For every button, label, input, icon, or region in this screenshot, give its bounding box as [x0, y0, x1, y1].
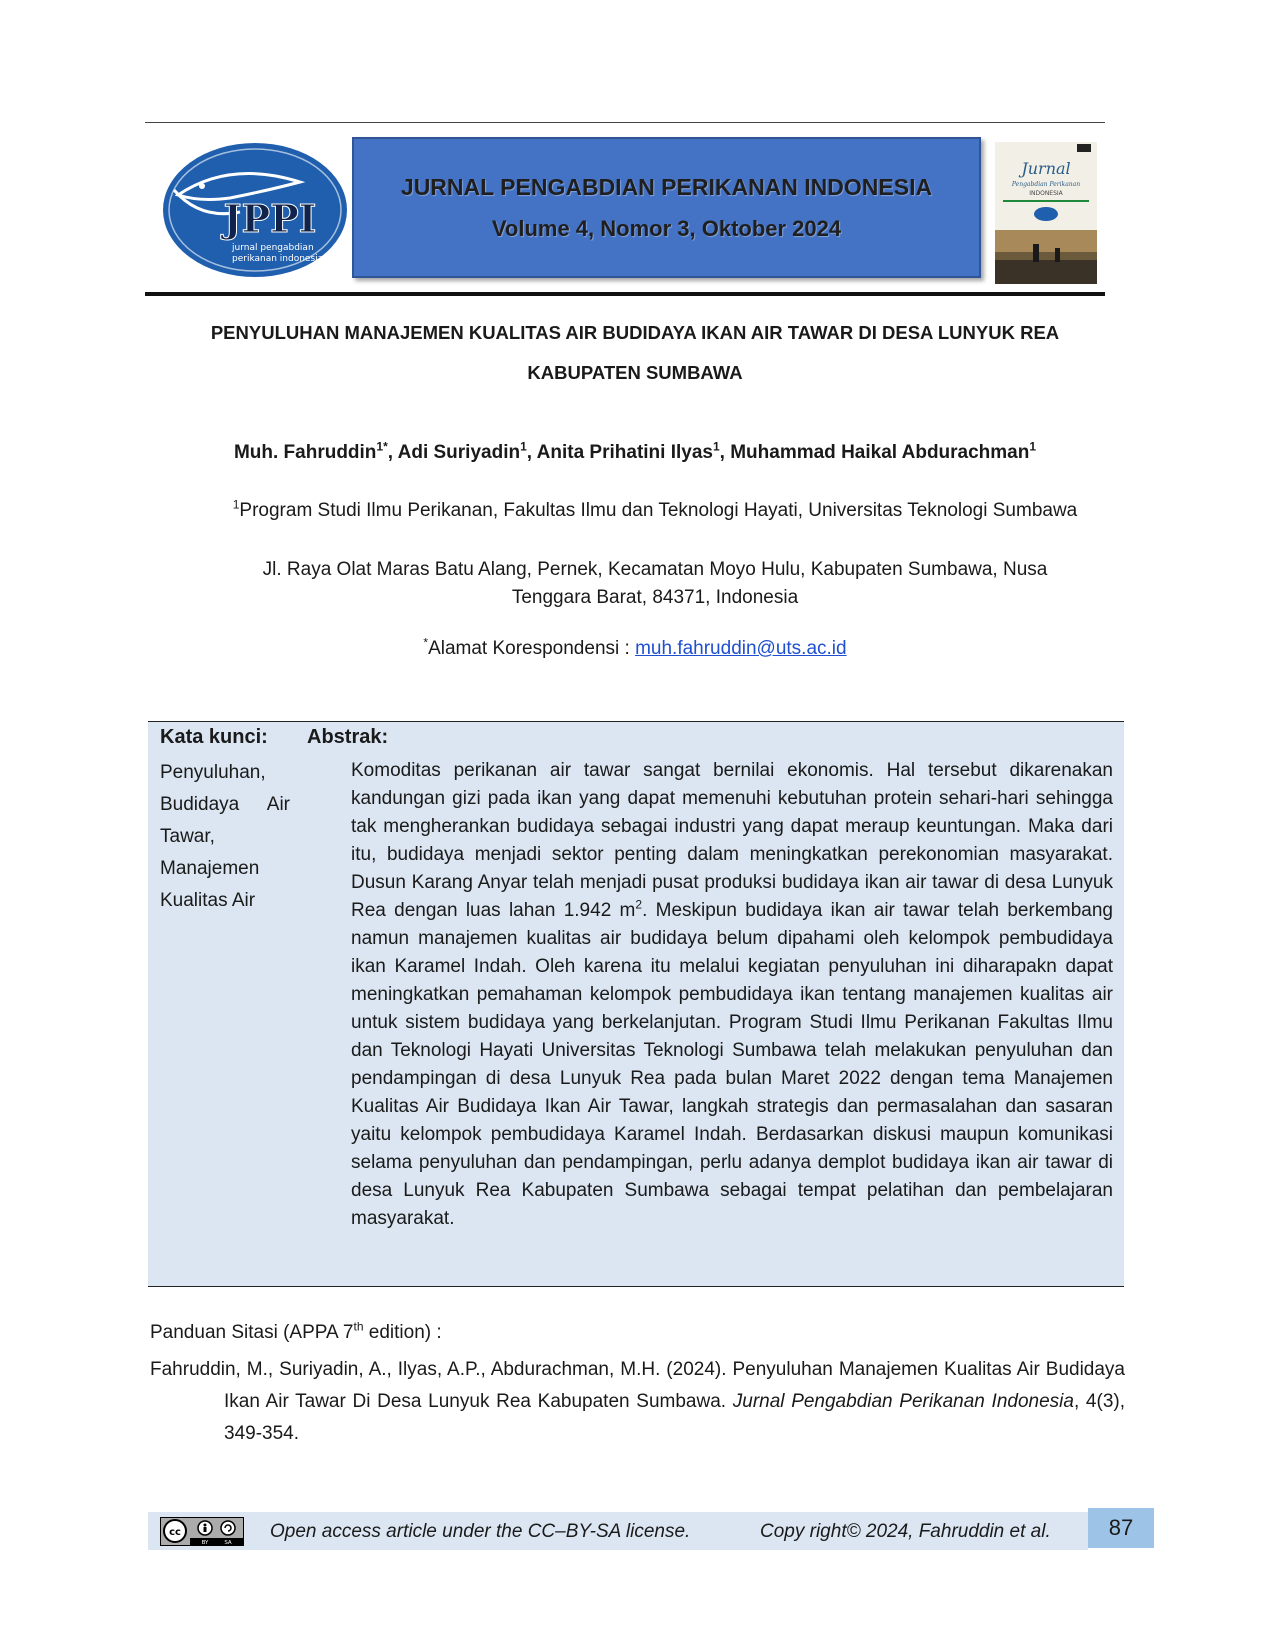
keyword-line: Manajemen	[160, 858, 260, 879]
citation-journal: Jurnal Pengabdian Perikanan Indonesia	[732, 1391, 1074, 1412]
correspondence	[145, 635, 1125, 660]
address-line-2: Tenggara Barat, 84371, Indonesia	[511, 587, 799, 608]
article-title-line-1: PENYULUHAN MANAJEMEN KUALITAS AIR BUDIDAYA IKAN AIR TAWAR DI DESA LUNYUK REA	[210, 322, 1060, 343]
cc-badge-text: cc	[169, 1527, 181, 1538]
cc-by-label: BY	[201, 1540, 209, 1546]
header-bottom-rule	[145, 292, 1105, 296]
author-name: Anita Prihatini Ilyas	[536, 442, 713, 463]
correspondence-label: Alamat Korespondensi :	[428, 638, 636, 659]
author-list	[145, 439, 1125, 464]
cover-title: Jurnal	[1021, 159, 1071, 178]
journal-name: JURNAL PENGABDIAN PERIKANAN INDONESIA	[400, 173, 933, 200]
author-mark: 1	[520, 439, 527, 454]
cover-subtitle: Pengabdian Perikanan	[1011, 181, 1081, 188]
citation-heading-text: Panduan Sitasi (APPA 7	[150, 1322, 354, 1343]
abstract-part-2: . Meskipun budidaya ikan air tawar telah berkembang namun manajemen kualitas air budidaya belum dipahami oleh kelompok pembudidaya ikan Karamel Indah. Oleh karena itu melalui kegiatan penyuluhan ini diharapakn dapat meningkatkan pemahaman kelompok pembudidaya ikan tentang manajemen kualitas air untuk sistem budidaya yang berkelanjutan. Program Studi Ilmu Perikanan Fakultas Ilmu dan Teknologi Hayati Universitas Teknologi Sumbawa telah melakukan penyuluhan dan pendampingan di desa Lunyuk Rea pada bulan Maret 2022 dengan tema Manajemen Kualitas Air Budidaya Ikan Air Tawar, langkah strategis dan permasalahan dan sasaran yaitu kelompok pembudidaya Karamel Indah. Berdasarkan diskusi maupun komunikasi selama penyuluhan dan pendampingan, perlu adanya demplot budidaya ikan air tawar di desa Lunyuk Rea Kabupaten Sumbawa sebagai tempat pelatihan dan pembelajaran masyarakat.	[351, 900, 1113, 1229]
keyword-line: Penyuluhan,	[160, 762, 266, 783]
keywords-heading: Kata kunci:	[160, 726, 268, 748]
page-number	[1088, 1508, 1154, 1548]
license-text: Open access article under the CC–BY-SA license.	[270, 1521, 691, 1542]
author-separator: ,	[719, 442, 731, 463]
copyright-text: Copy right© 2024, Fahruddin et al.	[760, 1521, 1051, 1542]
author-name: Adi Suriyadin	[397, 442, 521, 463]
keywords-list	[160, 757, 290, 917]
author-separator: ,	[387, 442, 398, 463]
keyword-line: Budidaya Air	[160, 794, 290, 815]
correspondence-email-link[interactable]: muh.fahruddin@uts.ac.id	[635, 638, 847, 659]
author-mark: 1*	[376, 439, 388, 454]
citation-heading-sup: th	[353, 1319, 364, 1334]
cover-country: INDONESIA	[1029, 190, 1063, 197]
header-top-rule	[145, 122, 1105, 123]
affiliation-mark: 1	[232, 497, 240, 512]
address-line-1: Jl. Raya Olat Maras Batu Alang, Pernek, Kecamatan Moyo Hulu, Kabupaten Sumbawa, Nusa	[262, 559, 1048, 580]
abstract-heading: Abstrak:	[307, 726, 389, 748]
author-mark: 1	[712, 439, 720, 454]
journal-volume: Volume 4, Nomor 3, Oktober 2024	[491, 215, 842, 241]
abstract-part-1: Komoditas perikanan air tawar sangat bernilai ekonomis. Hal tersebut dikarenakan kandungan gizi pada ikan yang dapat memenuhi kebutuhan protein sehari-hari sehingga tak mengherankan budidaya sebagai industri yang dapat meraup keuntungan. Maka dari itu, budidaya menjadi sektor penting dalam meningkatkan perekonomian masyarakat. Dusun Karang Anyar telah menjadi pusat produksi budidaya ikan air tawar di desa Lunyuk Rea dengan luas lahan 1.942 m	[351, 760, 1113, 921]
author-mark: 1	[1029, 439, 1037, 454]
citation-plain: Fahruddin, M., Suriyadin, A., Ilyas, A.P., Abdurachman, M.H. (2024). Penyuluhan Manajemen Kualitas Air Budidaya Ikan Air Tawar Di Desa Lunyuk Rea Kabupaten Sumbawa.	[150, 1359, 1125, 1412]
journal-cover-thumbnail	[995, 142, 1097, 284]
affiliation	[145, 497, 1125, 522]
logo-text: JPPI	[223, 196, 317, 241]
author-name: Muh. Fahruddin	[233, 442, 377, 463]
citation-end: , 4(3), 349-354.	[224, 1391, 1126, 1444]
correspondence-mark: *	[423, 635, 429, 650]
logo-subtext-1: jurnal pengabdian	[232, 243, 314, 253]
page-number-text: 87	[1108, 1515, 1134, 1540]
citation-heading-end: edition) :	[363, 1322, 442, 1343]
citation-text	[150, 1354, 1125, 1450]
keyword-line: Tawar,	[160, 826, 215, 847]
citation-heading	[150, 1319, 442, 1344]
author-separator: ,	[526, 442, 537, 463]
author-name: Muhammad Haikal Abdurachman	[730, 442, 1030, 463]
cc-by-sa-license-icon[interactable]	[160, 1517, 244, 1546]
cc-sa-label: SA	[224, 1540, 232, 1546]
logo-subtext-2: perikanan indonesia	[232, 254, 324, 264]
affiliation-text: Program Studi Ilmu Perikanan, Fakultas Ilmu dan Teknologi Hayati, Universitas Teknologi Sumbawa	[239, 500, 1078, 521]
article-title-line-2: KABUPATEN SUMBAWA	[527, 362, 743, 383]
abstract-text	[351, 757, 1113, 1233]
keyword-line: Kualitas Air	[160, 890, 256, 911]
address	[225, 556, 1085, 612]
abstract-superscript: 2	[635, 897, 643, 912]
journal-banner	[352, 137, 981, 278]
jppi-logo	[160, 140, 350, 280]
